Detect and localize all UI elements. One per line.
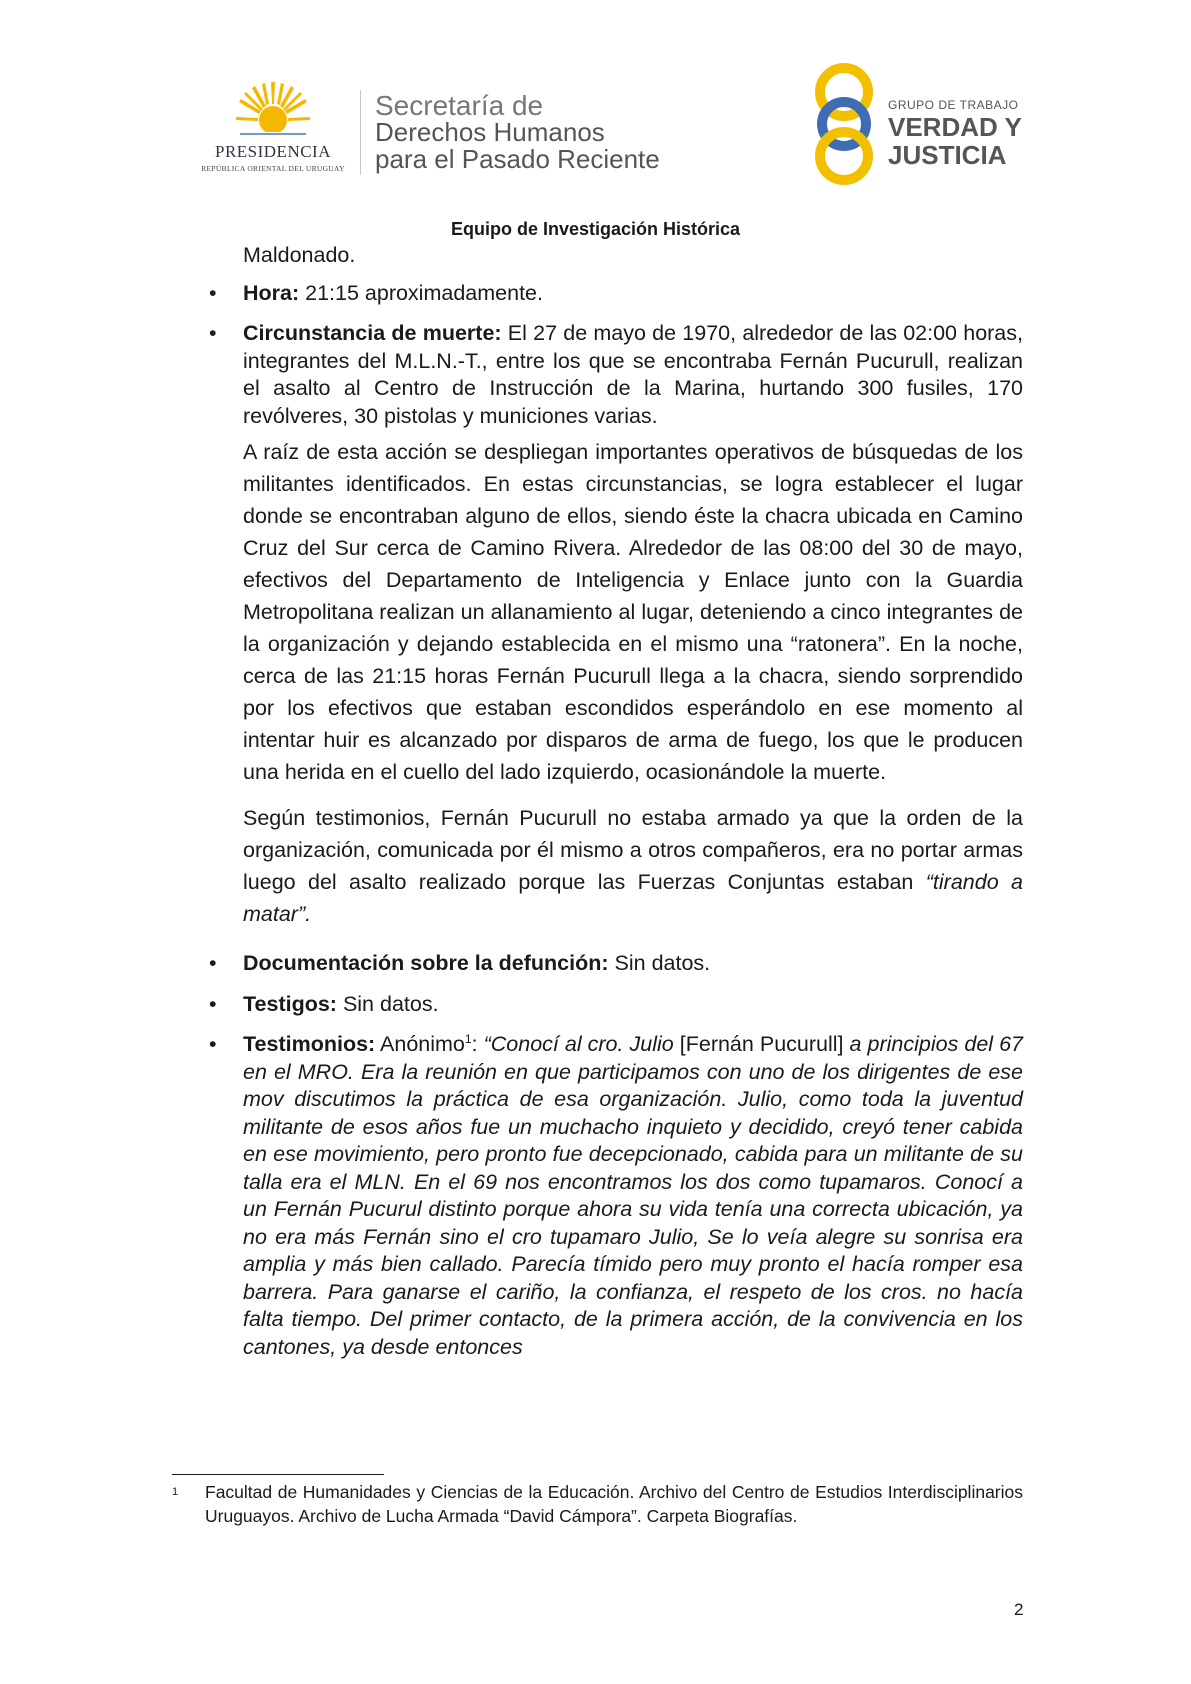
paragraph-3-text: Según testimonios, Fernán Pucurull no estaba armado ya que la orden de la organización, comunicada por él mismo a otros compañeros, era no portar armas luego del asalto realizado porque las Fuerzas Conjuntas estaban (243, 806, 1023, 894)
documentacion-item (243, 950, 1023, 978)
circunstancia-item (243, 320, 1023, 430)
footnote-separator (172, 1474, 384, 1475)
secretaria-line-2: Derechos Humanos (375, 117, 605, 147)
sun-emblem-icon (236, 80, 310, 142)
grupo-line-1: GRUPO DE TRABAJO (888, 98, 1019, 112)
grupo-line-2: VERDAD Y (888, 112, 1022, 142)
presidencia-name: PRESIDENCIA (214, 142, 331, 161)
presidencia-logo (198, 80, 348, 180)
circunstancia-label: Circunstancia de muerte: (243, 321, 502, 345)
linked-rings-icon (808, 62, 880, 187)
circunstancia-text: El 27 de mayo de 1970, alrededor de las 02:00 horas, integrantes del M.L.N.-T., entre los que se encontraba Fernán Pucurull, realizan el asalto al Centro de Instrucción de la Marina, hurtando 300 fusiles, 170 revólveres, 30 pistolas y municiones varias. (243, 321, 1023, 428)
testigos-label: Testigos: (243, 991, 337, 1016)
circunstancia-paragraph-2: A raíz de esta acción se despliegan importantes operativos de búsquedas de los militantes identificados. En estas circunstancias, se logra establecer el lugar donde se encontraban alguno de ellos, siendo éste la chacra ubicada en Camino Cruz del Sur cerca de Camino Rivera. Alrededor de las 08:00 del 30 de mayo, efectivos del Departamento de Inteligencia y Enlace junto con la Guardia Metropolitana realizan un allanamiento al lugar, deteniendo a cinco integrantes de la organización y dejando establecida en el mismo una “ratonera”. En la noche, cerca de las 21:15 horas Fernán Pucurull llega a la chacra, siendo sorprendido por los efectivos que estaban escondidos esperándolo en ese momento al intentar huir es alcanzado por disparos de arma de fuego, los que le producen una herida en el cuello del lado izquierdo, ocasionándole la muerte. (243, 440, 1023, 784)
continuation-text: Maldonado. (243, 243, 356, 267)
paragraph-3-quote: “tirando a matar”. (243, 870, 1023, 926)
secretaria-line-1: Secretaría de (375, 90, 544, 121)
footnote-reference[interactable]: 1 (464, 1031, 472, 1046)
secretaria-line-3: para el Pasado Reciente (375, 144, 660, 174)
circunstancia-paragraph-3 (243, 802, 1023, 930)
page-header (0, 0, 1191, 210)
testimonios-quote-b: a principios del 67 en el MRO. Era la reunión en que participamos con uno de los dirigentes de ese mov discutimos la práctica de esa organización. Julio, como toda la juventud militante de esos años fue un muchacho inquieto y decidido, creyó tener cabida en ese movimiento, pero pronto fue decepcionado, cabida para un militante de su talla era el MLN. En el 69 nos encontramos los dos como tupamaros. Conocí a un Fernán Pucurul distinto porque ahora su vida tenía una correcta ubicación, ya no era más Fernán sino el cro tupamaro Julio, Se lo veía alegre su sonrisa era amplia y más bien callado. Parecía tímido pero muy pronto el hacía romper esa barrera. Para ganarse el cariño, la confianza, el respeto de los cros. no hacía falta tiempo. Del primer contacto, de la primera acción, de la convivencia en los cantones, ya desde entonces (243, 1032, 1023, 1359)
secretaria-logo-text (375, 92, 660, 173)
footnote-text: Facultad de Humanidades y Ciencias de la Educación. Archivo del Centro de Estudios Interdisciplinarios Uruguayos. Archivo de Lucha Armada “David Cámpora”. Carpeta Biografías. (205, 1482, 1023, 1526)
header-divider (360, 90, 361, 175)
document-body (243, 242, 1023, 1361)
testimonios-label: Testimonios: (243, 1032, 376, 1056)
team-title: Equipo de Investigación Histórica (450, 219, 741, 239)
testigos-value: Sin datos. (336, 991, 439, 1016)
documentacion-value: Sin datos. (608, 951, 711, 975)
hora-item (243, 280, 1023, 308)
grupo-trabajo-logo (808, 62, 1028, 187)
testimonios-item (243, 1031, 1023, 1361)
hora-label: Hora: (243, 280, 300, 305)
page-number: 2 (1014, 1600, 1024, 1619)
testimonios-bracket: [Fernán Pucurull] (673, 1032, 850, 1056)
hora-value: 21:15 aproximadamente. (299, 280, 543, 305)
testimonios-quote-a: “Conocí al cro. Julio (483, 1032, 674, 1056)
documentacion-label: Documentación sobre la defunción: (243, 951, 609, 975)
grupo-line-3: JUSTICIA (888, 140, 1007, 170)
presidencia-subtitle: REPÚBLICA ORIENTAL DEL URUGUAY (201, 164, 345, 173)
footnote (172, 1481, 1023, 1528)
testigos-item (243, 991, 1023, 1019)
footnote-number: 1 (172, 1486, 179, 1498)
testimonios-source: Anónimo (375, 1032, 465, 1056)
testimonios-colon: : (471, 1032, 484, 1056)
